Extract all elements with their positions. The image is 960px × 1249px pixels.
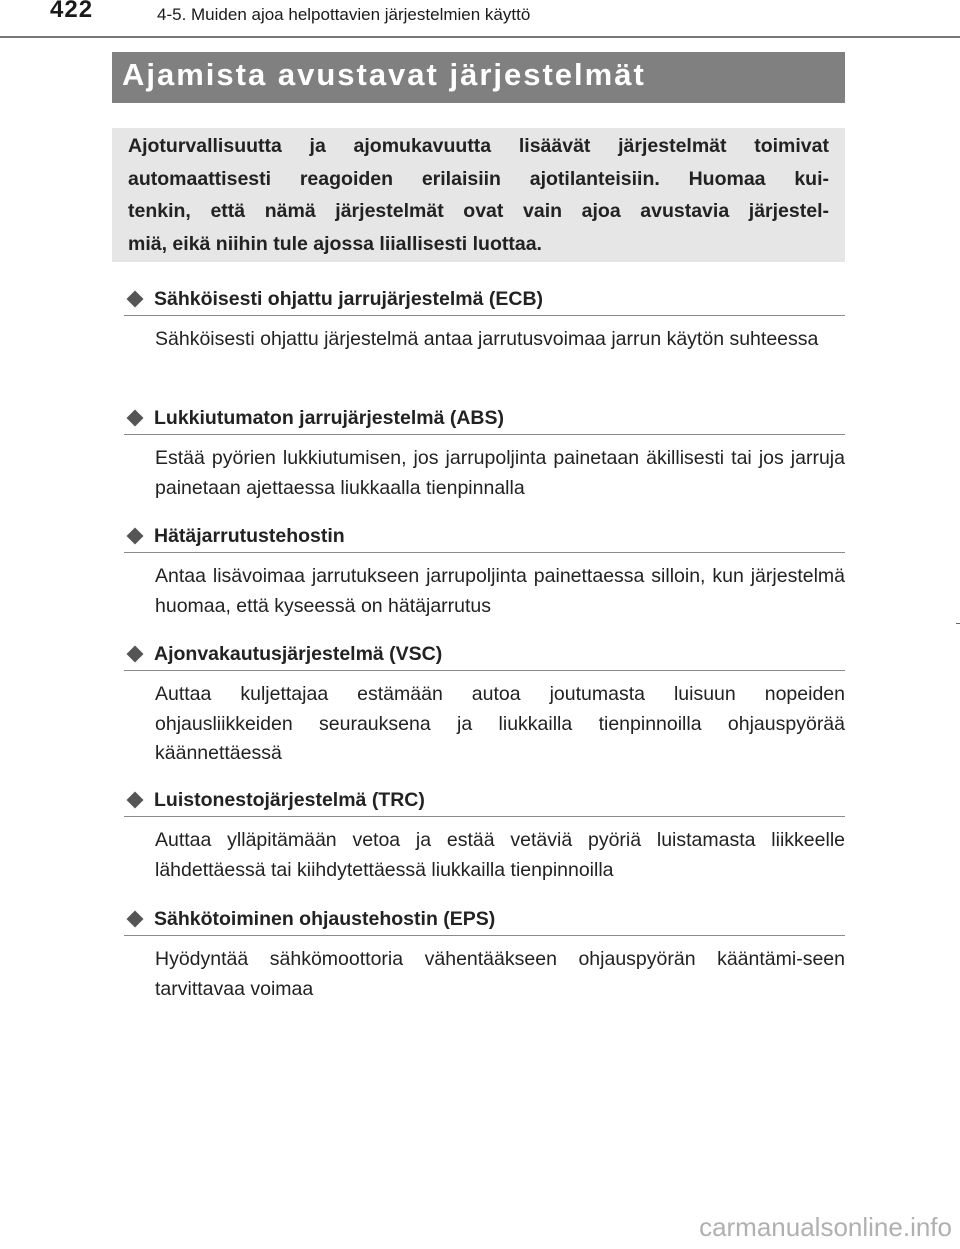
chapter-header: 4-5. Muiden ajoa helpottavien järjestelmien käyttö xyxy=(157,5,531,24)
section-title: Ajamista avustavat järjestelmät xyxy=(112,52,845,103)
diamond-bullet-icon xyxy=(127,911,143,927)
intro-text xyxy=(128,128,829,260)
item-heading xyxy=(124,903,845,936)
diamond-bullet-icon xyxy=(127,528,143,544)
item-title: Sähkötoiminen ohjaustehostin (EPS) xyxy=(154,907,496,930)
list-item xyxy=(124,520,845,638)
list-item xyxy=(124,784,845,903)
item-description: Antaa lisävoimaa jarrutukseen jarrupoljinta painettaessa silloin, kun järjestelmä huomaa, että kyseessä on hätäjarrutus xyxy=(155,565,845,617)
item-description: Hyödyntää sähkömoottoria vähentääkseen ohjauspyörän kääntämi-seen tarvittavaa voimaa xyxy=(155,948,845,1000)
item-description: Auttaa ylläpitämään vetoa ja estää vetäviä pyöriä luistamasta liikkeelle lähdettäessä tai kiihdytettäessä liukkailla tienpinnoilla xyxy=(155,829,845,881)
list-item xyxy=(124,402,845,520)
item-heading xyxy=(124,283,845,316)
item-heading xyxy=(124,784,845,817)
item-title: Lukkiutumaton jarrujärjestelmä (ABS) xyxy=(154,406,504,429)
item-heading xyxy=(124,402,845,435)
intro-line: Ajoturvallisuutta ja ajomukavuutta lisäävät järjestelmät toimivat xyxy=(128,135,829,157)
margin-mark xyxy=(956,623,960,624)
page-number: 422 xyxy=(50,0,94,23)
item-title: Hätäjarrutustehostin xyxy=(154,524,345,547)
item-heading xyxy=(124,638,845,671)
diamond-bullet-icon xyxy=(127,291,143,307)
list-item xyxy=(124,283,845,402)
item-description: Sähköisesti ohjattu järjestelmä antaa jarrutusvoimaa jarrun käytön suhteessa xyxy=(155,328,819,350)
item-description: Auttaa kuljettajaa estämään autoa joutumasta luisuun nopeiden ohjausliikkeiden seurauksena ja liukkailla tienpinnoilla ohjauspyörää käännettäessä xyxy=(155,683,845,764)
list-item xyxy=(124,638,845,784)
list-item xyxy=(124,903,845,1004)
item-title: Sähköisesti ohjattu jarrujärjestelmä (ECB) xyxy=(154,287,544,310)
header-divider xyxy=(0,36,960,38)
item-heading xyxy=(124,520,845,553)
intro-line: miä, eikä niihin tule ajossa liiallisesti luottaa. xyxy=(128,232,542,255)
diamond-bullet-icon xyxy=(127,646,143,662)
system-list xyxy=(124,283,845,1004)
diamond-bullet-icon xyxy=(127,410,143,426)
item-description: Estää pyörien lukkiutumisen, jos jarrupoljinta painetaan äkillisesti tai jos jarruja painetaan ajettaessa liukkaalla tienpinnalla xyxy=(155,447,845,499)
intro-line: tenkin, että nämä järjestelmät ovat vain ajoa avustavia järjestel- xyxy=(128,200,829,222)
intro-box xyxy=(112,128,845,262)
intro-line: automaattisesti reagoiden erilaisiin ajotilanteisiin. Huomaa kui- xyxy=(128,167,829,190)
diamond-bullet-icon xyxy=(127,792,143,808)
item-title: Luistonestojärjestelmä (TRC) xyxy=(154,788,425,811)
item-title: Ajonvakautusjärjestelmä (VSC) xyxy=(154,642,443,665)
watermark: carmanualsonline.info xyxy=(699,1212,952,1242)
